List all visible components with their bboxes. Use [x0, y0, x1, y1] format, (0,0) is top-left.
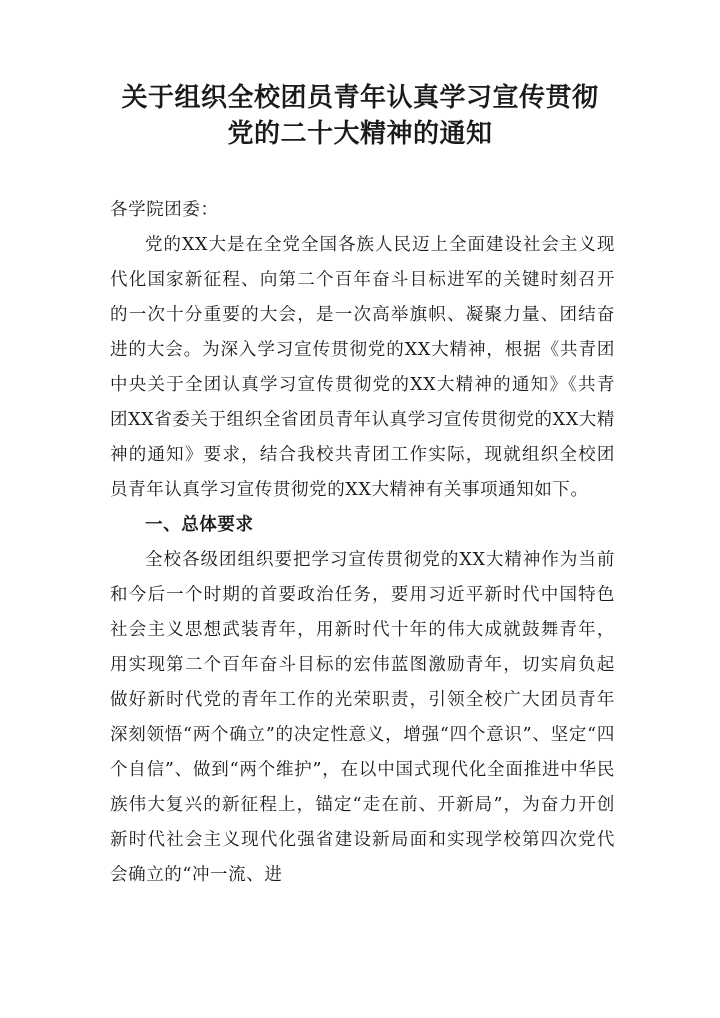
- section-heading: 一、总体要求: [145, 515, 254, 535]
- title-line-1: 关于组织全校团员青年认真学习宣传贯彻: [121, 83, 599, 113]
- title-line-2: 党的二十大精神的通知: [227, 119, 493, 149]
- salutation: 各学院团委：: [110, 200, 219, 220]
- section-paragraph: 全校各级团组织要把学习宣传贯彻党的XX大精神作为当前和今后一个时期的首要政治任务，要用习近平新时代中国特色社会主义思想武装青年，用新时代十年的伟大成就鼓舞青年，用实现第二个百年奋斗目标的宏伟蓝图激励青年，切实肩负起做好新时代党的青年工作的光荣职责，引领全校广大团员青年深刻领悟“两个确立”的决定性意义，增强“四个意识”、坚定“四个自信”、做到“两个维护”，在以中国式现代化全面推进中华民族伟大复兴的新征程上，锚定“走在前、开新局”，为奋力开创新时代社会主义现代化强省建设新局面和实现学校第四次党代会确立的“冲一流、进: [110, 550, 615, 885]
- document-body: [110, 193, 615, 893]
- document-title: [100, 80, 620, 152]
- intro-paragraph: 党的XX大是在全党全国各族人民迈上全面建设社会主义现代化国家新征程、向第二个百年奋斗目标进军的关键时刻召开的一次十分重要的大会，是一次高举旗帜、凝聚力量、团结奋进的大会。为深入学习宣传贯彻党的XX大精神，根据《共青团中央关于全团认真学习宣传贯彻党的XX大精神的通知》《共青团XX省委关于组织全省团员青年认真学习宣传贯彻党的XX大精神的通知》要求，结合我校共青团工作实际，现就组织全校团员青年认真学习宣传贯彻党的XX大精神有关事项通知如下。: [110, 235, 615, 500]
